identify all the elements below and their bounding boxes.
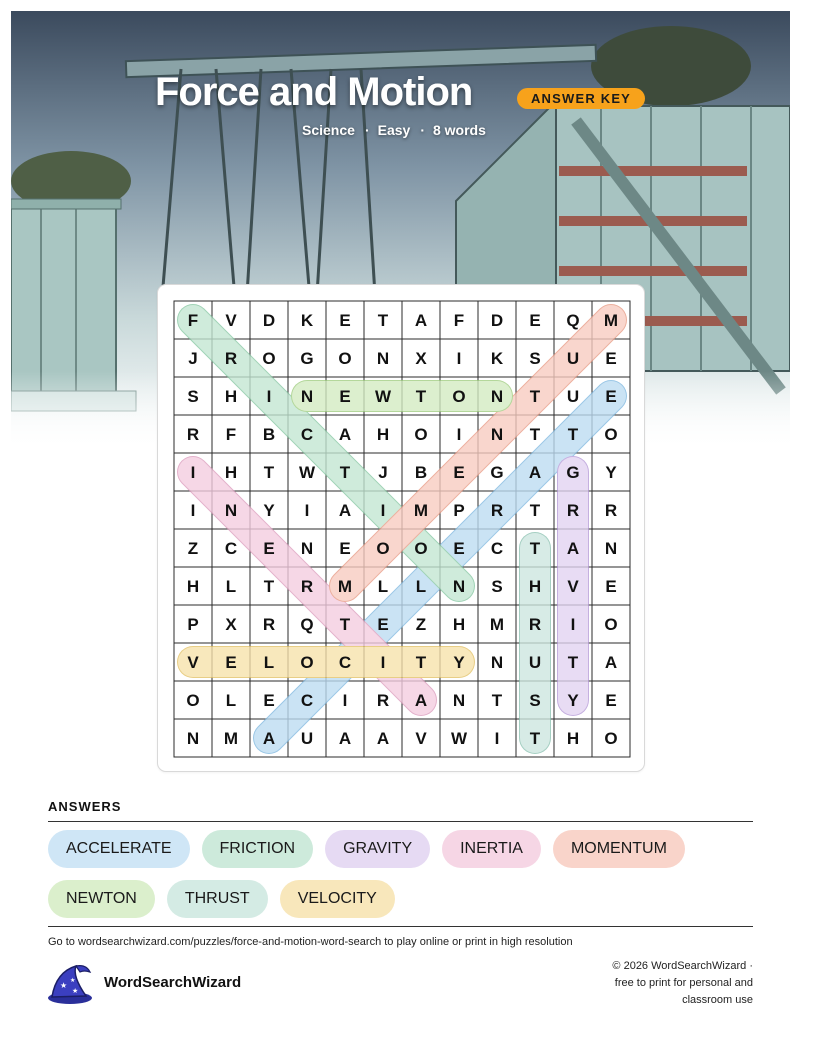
footer-divider: [48, 926, 753, 927]
grid-letter: H: [566, 729, 580, 748]
grid-letter: E: [605, 349, 617, 368]
grid-letter: E: [339, 311, 351, 330]
answers-divider: [48, 821, 753, 822]
grid-letter: N: [490, 425, 504, 444]
grid-letter: F: [187, 311, 199, 330]
meta-subject: Science: [302, 122, 355, 138]
grid-letter: O: [604, 615, 618, 634]
grid-letter: T: [263, 577, 275, 596]
meta-word-count: 8 words: [432, 122, 486, 138]
grid-letter: C: [300, 691, 314, 710]
grid-letter: S: [491, 577, 503, 596]
grid-letter: T: [377, 311, 389, 330]
grid-letter: T: [529, 501, 541, 520]
grid-letter: N: [376, 349, 390, 368]
grid-letter: A: [528, 463, 542, 482]
grid-letter: S: [529, 691, 541, 710]
grid-letter: J: [378, 463, 388, 482]
grid-letter: T: [339, 615, 351, 634]
grid-letter: O: [604, 425, 618, 444]
grid-letter: C: [224, 539, 238, 558]
grid-letter: J: [188, 349, 198, 368]
grid-letter: Z: [415, 615, 427, 634]
grid-letter: G: [566, 463, 580, 482]
grid-letter: K: [300, 311, 314, 330]
grid-letter: T: [567, 425, 579, 444]
answer-pill-inertia: INERTIA: [442, 830, 541, 868]
grid-letter: M: [223, 729, 239, 748]
answer-pill-friction: FRICTION: [202, 830, 314, 868]
grid-letter: O: [376, 539, 390, 558]
separator-dot: ·: [364, 122, 370, 138]
grid-letter: H: [528, 577, 542, 596]
answer-pill-thrust: THRUST: [167, 880, 268, 918]
grid-letter: F: [225, 425, 237, 444]
grid-letter: R: [262, 615, 276, 634]
grid-letter: E: [377, 615, 389, 634]
grid-letter: N: [490, 653, 504, 672]
grid-letter: R: [490, 501, 504, 520]
grid-letter: R: [566, 501, 580, 520]
footer-url-text: Go to wordsearchwizard.com/puzzles/force-and-motion-word-search to play online or print in high resolution: [48, 936, 573, 948]
grid-letter: I: [456, 349, 462, 368]
grid-letter: N: [224, 501, 238, 520]
grid-letter: U: [566, 349, 580, 368]
grid-letter: X: [225, 615, 237, 634]
grid-letter: A: [338, 729, 352, 748]
word-search-grid: [158, 285, 644, 771]
wizard-hat-icon: [46, 962, 94, 1006]
grid-letter: G: [300, 349, 314, 368]
grid-letter: A: [262, 729, 276, 748]
grid-letter: T: [339, 463, 351, 482]
grid-letter: E: [605, 691, 617, 710]
grid-letter: O: [186, 691, 200, 710]
grid-letter: O: [414, 425, 428, 444]
grid-letter: A: [414, 691, 428, 710]
grid-letter: F: [453, 311, 465, 330]
puzzle-meta: [302, 122, 486, 142]
grid-letter: L: [415, 577, 427, 596]
grid-letter: T: [529, 729, 541, 748]
grid-letter: C: [338, 653, 352, 672]
grid-letter: B: [262, 425, 276, 444]
puzzle-card: [157, 284, 645, 772]
grid-letter: O: [604, 729, 618, 748]
svg-text:★: ★: [72, 988, 79, 995]
grid-letter: U: [300, 729, 314, 748]
grid-letter: Z: [187, 539, 199, 558]
grid-letter: V: [415, 729, 427, 748]
grid-letter: R: [186, 425, 200, 444]
grid-letter: E: [225, 653, 237, 672]
grid-letter: E: [453, 539, 465, 558]
svg-text:★: ★: [70, 978, 76, 984]
answers-list: [48, 830, 753, 918]
grid-letter: E: [263, 539, 275, 558]
grid-letter: H: [224, 387, 238, 406]
grid-letter: H: [186, 577, 200, 596]
grid-letter: L: [225, 691, 237, 710]
grid-letter: X: [415, 349, 427, 368]
grid-letter: M: [489, 615, 505, 634]
grid-letter: D: [490, 311, 504, 330]
grid-letter: R: [376, 691, 390, 710]
grid-letter: O: [452, 387, 466, 406]
grid-letter: G: [490, 463, 504, 482]
grid-letter: R: [604, 501, 618, 520]
grid-letter: E: [605, 577, 617, 596]
grid-letter: I: [380, 653, 386, 672]
grid-letter: C: [490, 539, 504, 558]
grid-letter: S: [529, 349, 541, 368]
grid-letter: M: [603, 311, 619, 330]
grid-letter: R: [224, 349, 238, 368]
grid-letter: P: [187, 615, 199, 634]
grid-letter: V: [567, 577, 579, 596]
grid-letter: R: [300, 577, 314, 596]
grid-letter: Q: [300, 615, 314, 634]
grid-letter: K: [490, 349, 504, 368]
grid-letter: T: [567, 653, 579, 672]
grid-letter: N: [300, 387, 314, 406]
grid-letter: O: [414, 539, 428, 558]
answer-pill-velocity: VELOCITY: [280, 880, 395, 918]
copyright-text: [573, 958, 753, 1009]
answer-pill-momentum: MOMENTUM: [553, 830, 685, 868]
grid-letter: T: [529, 387, 541, 406]
answer-pill-newton: NEWTON: [48, 880, 155, 918]
answers-heading: ANSWERS: [48, 799, 122, 814]
grid-letter: I: [190, 501, 196, 520]
meta-difficulty: Easy: [377, 122, 411, 138]
grid-letter: A: [414, 311, 428, 330]
grid-letter: I: [380, 501, 386, 520]
grid-letter: N: [300, 539, 314, 558]
grid-letter: E: [339, 539, 351, 558]
grid-letter: A: [376, 729, 390, 748]
grid-letter: H: [452, 615, 466, 634]
grid-letter: C: [300, 425, 314, 444]
copyright-line: classroom use: [682, 994, 753, 1006]
grid-letter: E: [339, 387, 351, 406]
grid-letter: I: [304, 501, 310, 520]
copyright-line: © 2026 WordSearchWizard ·: [612, 960, 753, 972]
grid-letter: T: [415, 653, 427, 672]
grid-letter: P: [453, 501, 465, 520]
grid-letter: E: [529, 311, 541, 330]
svg-text:★: ★: [60, 981, 68, 990]
grid-letter: L: [377, 577, 389, 596]
grid-letter: I: [456, 425, 462, 444]
grid-letter: N: [604, 539, 618, 558]
grid-letter: N: [490, 387, 504, 406]
grid-letter: I: [494, 729, 500, 748]
grid-letter: U: [528, 653, 542, 672]
grid-letter: Q: [566, 311, 580, 330]
grid-letter: T: [529, 539, 541, 558]
grid-letter: A: [338, 501, 352, 520]
answer-pill-gravity: GRAVITY: [325, 830, 430, 868]
grid-letter: H: [224, 463, 238, 482]
grid-letter: L: [263, 653, 275, 672]
grid-letter: T: [263, 463, 275, 482]
grid-letter: E: [605, 387, 617, 406]
grid-letter: M: [337, 577, 353, 596]
grid-letter: N: [186, 729, 200, 748]
grid-letter: O: [262, 349, 276, 368]
grid-letter: O: [300, 653, 314, 672]
grid-letter: I: [342, 691, 348, 710]
grid-letter: V: [225, 311, 237, 330]
grid-letter: S: [187, 387, 199, 406]
grid-letter: B: [414, 463, 428, 482]
grid-letter: Y: [453, 653, 465, 672]
grid-letter: T: [415, 387, 427, 406]
grid-letter: E: [263, 691, 275, 710]
grid-letter: N: [452, 577, 466, 596]
grid-letter: Y: [567, 691, 579, 710]
grid-letter: Y: [263, 501, 275, 520]
grid-letter: T: [529, 425, 541, 444]
brand-name: WordSearchWizard: [104, 974, 242, 991]
grid-letter: V: [187, 653, 199, 672]
grid-letter: A: [566, 539, 580, 558]
grid-letter: I: [266, 387, 272, 406]
answer-key-badge: ANSWER KEY: [517, 88, 645, 109]
grid-letter: W: [374, 387, 392, 406]
grid-letter: T: [491, 691, 503, 710]
separator-dot: ·: [420, 122, 425, 138]
grid-letter: A: [604, 653, 618, 672]
grid-letter: H: [376, 425, 390, 444]
page-title: Force and Motion: [155, 70, 473, 114]
grid-letter: N: [452, 691, 466, 710]
grid-letter: I: [190, 463, 196, 482]
grid-letter: E: [453, 463, 465, 482]
grid-letter: I: [570, 615, 576, 634]
answer-pill-accelerate: ACCELERATE: [48, 830, 190, 868]
grid-letter: D: [262, 311, 276, 330]
grid-letter: W: [298, 463, 316, 482]
grid-letter: L: [225, 577, 237, 596]
grid-letter: A: [338, 425, 352, 444]
grid-letter: R: [528, 615, 542, 634]
grid-letter: O: [338, 349, 352, 368]
grid-letter: Y: [605, 463, 617, 482]
grid-letter: W: [450, 729, 468, 748]
copyright-line: free to print for personal and: [614, 977, 753, 989]
grid-letter: M: [413, 501, 429, 520]
grid-letter: U: [566, 387, 580, 406]
